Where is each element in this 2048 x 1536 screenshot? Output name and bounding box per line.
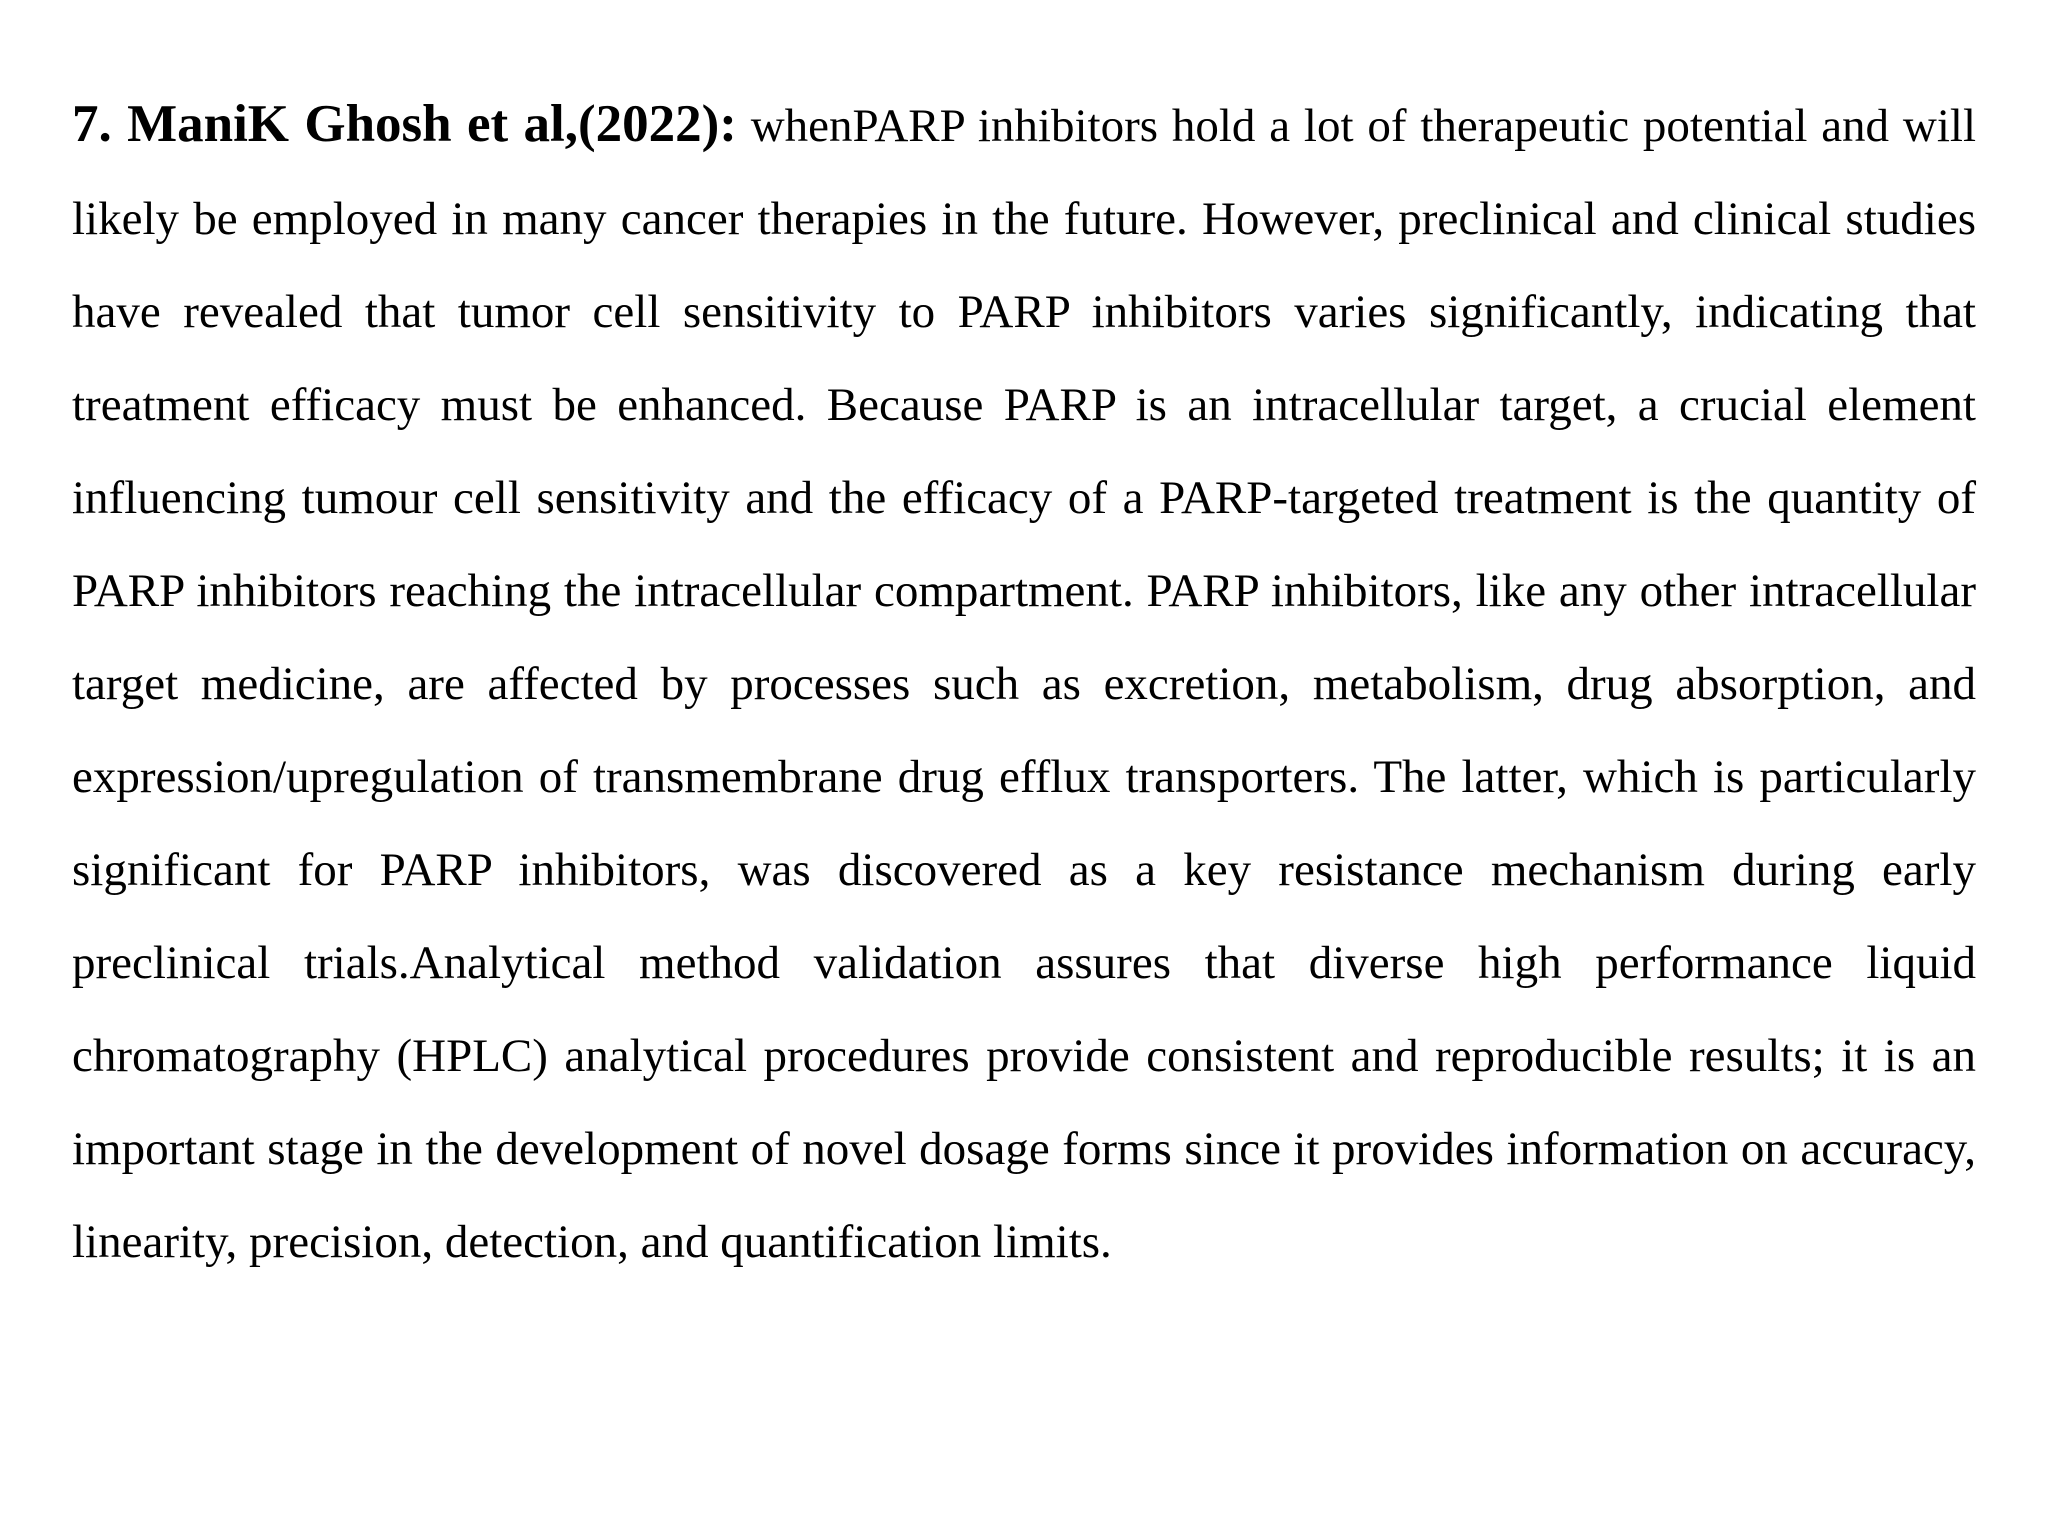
entry-body: whenPARP inhibitors hold a lot of therapeutic potential and will likely be employed in many cancer therapies in the future. However, preclinical and clinical studies have revealed that tumor cell sensitivity to PARP inhibitors varies significantly, indicating that treatment efficacy must be enhanced. Because PARP is an intracellular target, a crucial element influencing tumour cell sensitivity and the efficacy of a PARP-targeted treatment is the quantity of PARP inhibitors reaching the intracellular compartment. PARP inhibitors, like any other intracellular target medicine, are affected by processes such as excretion, metabolism, drug absorption, and expression/upregulation of transmembrane drug efflux transporters. The latter, which is particularly significant for PARP inhibitors, was discovered as a key resistance mechanism during early preclinical trials.Analytical method validation assures that diverse high performance liquid chromatography (HPLC) analytical procedures provide consistent and reproducible results; it is an important stage in the development of novel dosage forms since it provides information on accuracy, linearity, precision, detection, and quantification limits. <box>72 100 1976 1268</box>
literature-review-entry <box>72 78 1976 1289</box>
entry-heading: 7. ManiK Ghosh et al,(2022): <box>72 95 737 153</box>
